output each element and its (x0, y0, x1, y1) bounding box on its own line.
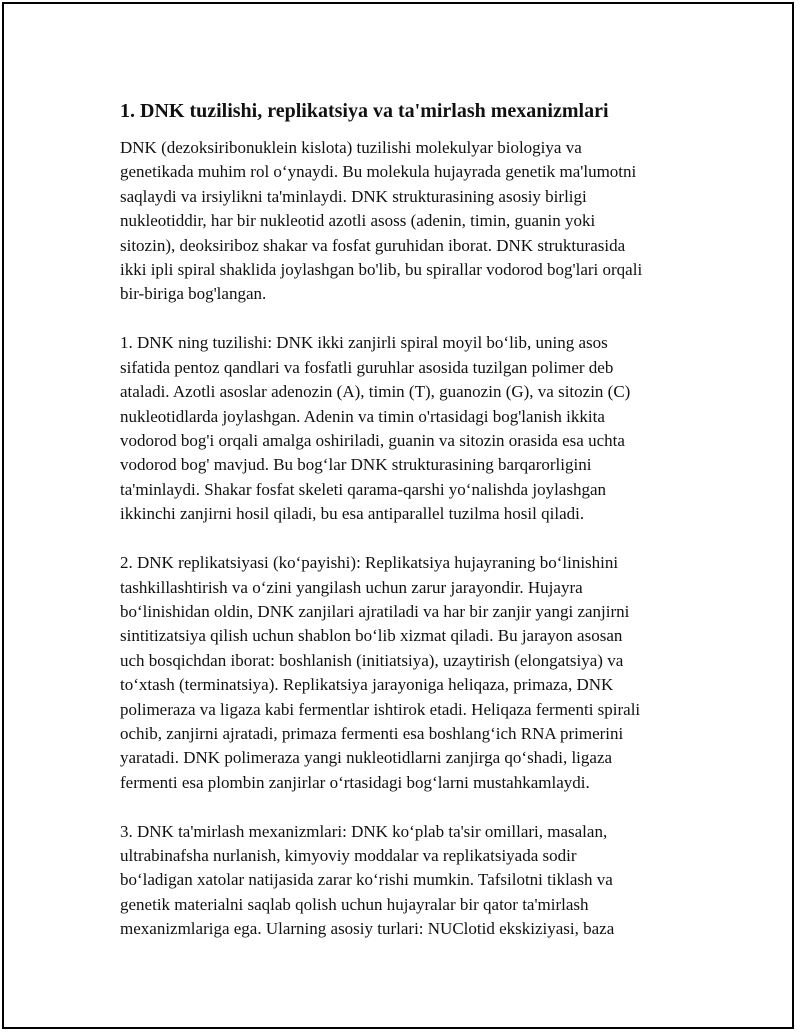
text-line: 2. DNK replikatsiyasi (ko‘payishi): Replikatsiya hujayraning bo‘linishini (120, 553, 619, 573)
paragraph-structure (120, 331, 700, 526)
document-body (120, 98, 700, 966)
text-line: ikkinchi zanjirni hosil qiladi, bu esa antiparallel tuzilma hosil qiladi. (120, 504, 585, 524)
text-line: sintitizatsiya qilish uchun shablon bo‘lib xizmat qiladi. Bu jarayon asosan (120, 626, 623, 646)
text-line: nukleotiddir, har bir nukleotid azotli asoss (adenin, timin, guanin yoki (120, 211, 596, 231)
text-line: bir-biriga bog'langan. (120, 284, 267, 304)
text-line: fermenti esa plombin zanjirlar o‘rtasidagi bog‘larni mustahkamlaydi. (120, 772, 590, 792)
text-line: to‘xtash (terminatsiya). Replikatsiya jarayoniga heliqaza, primaza, DNK (120, 675, 614, 695)
text-line: yaratadi. DNK polimeraza yangi nukleotidlarni zanjirga qo‘shadi, ligaza (120, 748, 613, 768)
text-line: tashkillashtirish va o‘zini yangilash uchun zarur jarayondir. Hujayra (120, 577, 583, 597)
text-line: uch bosqichdan iborat: boshlanish (initiatsiya), uzaytirish (elongatsiya) va (120, 650, 624, 670)
page-frame (2, 2, 794, 1029)
paragraph-intro (120, 136, 700, 307)
text-line: vodorod bog'i orqali amalga oshiriladi, guanin va sitozin orasida esa uchta (120, 430, 625, 450)
text-line: ultrabinafsha nurlanish, kimyoviy moddalar va replikatsiyada sodir (120, 846, 577, 866)
text-line: polimeraza va ligaza kabi fermentlar ishtirok etadi. Heliqaza fermenti spirali (120, 699, 641, 719)
text-line: 3. DNK ta'mirlash mexanizmlari: DNK ko‘plab ta'sir omillari, masalan, (120, 821, 608, 841)
text-line: DNK (dezoksiribonuklein kislota) tuzilishi molekulyar biologiya va (120, 138, 582, 157)
text-line: genetikada muhim rol o‘ynaydi. Bu molekula hujayrada genetik ma'lumotni (120, 162, 637, 182)
text-line: ochib, zanjirni ajratadi, primaza fermenti esa boshlang‘ich RNA primerini (120, 723, 624, 743)
text-line: bo‘linishidan oldin, DNK zanjilari ajratiladi va har bir zanjir yangi zanjirni (120, 601, 630, 621)
text-line: vodorod bog' mavjud. Bu bog‘lar DNK strukturasining barqarorligini (120, 455, 592, 475)
text-line: sitozin), deoksiriboz shakar va fosfat guruhidan iborat. DNK strukturasida (120, 235, 626, 255)
text-line: saqlaydi va irsiylikni ta'minlaydi. DNK strukturasining asosiy birligi (120, 186, 587, 206)
paragraph-replication (120, 551, 700, 795)
text-line: genetik materialni saqlab qolish uchun hujayralar bir qator ta'mirlash (120, 894, 589, 914)
text-line: bo‘ladigan xatolar natijasida zarar ko‘rishi mumkin. Tafsilotni tiklash va (120, 870, 613, 890)
text-line: mexanizmlariga ega. Ularning asosiy turlari: NUClotid ekskiziyasi, baza (120, 919, 615, 939)
text-line: ta'minlaydi. Shakar fosfat skeleti qarama-qarshi yo‘nalishda joylashgan (120, 479, 607, 499)
document-title: 1. DNK tuzilishi, replikatsiya va ta'mirlash mexanizmlari (120, 100, 609, 122)
text-line: ikki ipli spiral shaklida joylashgan bo'lib, bu spirallar vodorod bog'lari orqali (120, 260, 643, 280)
text-line: nukleotidlarda joylashgan. Adenin va timin o'rtasidagi bog'lanish ikkita (120, 406, 605, 426)
text-line: ataladi. Azotli asoslar adenozin (A), timin (T), guanozin (G), va sitozin (C) (120, 382, 631, 402)
paragraph-repair (120, 820, 700, 942)
text-line: sifatida pentoz qandlari va fosfatli guruhlar asosida tuzilgan polimer deb (120, 357, 614, 377)
text-line: 1. DNK ning tuzilishi: DNK ikki zanjirli spiral moyil bo‘lib, uning asos (120, 333, 608, 353)
